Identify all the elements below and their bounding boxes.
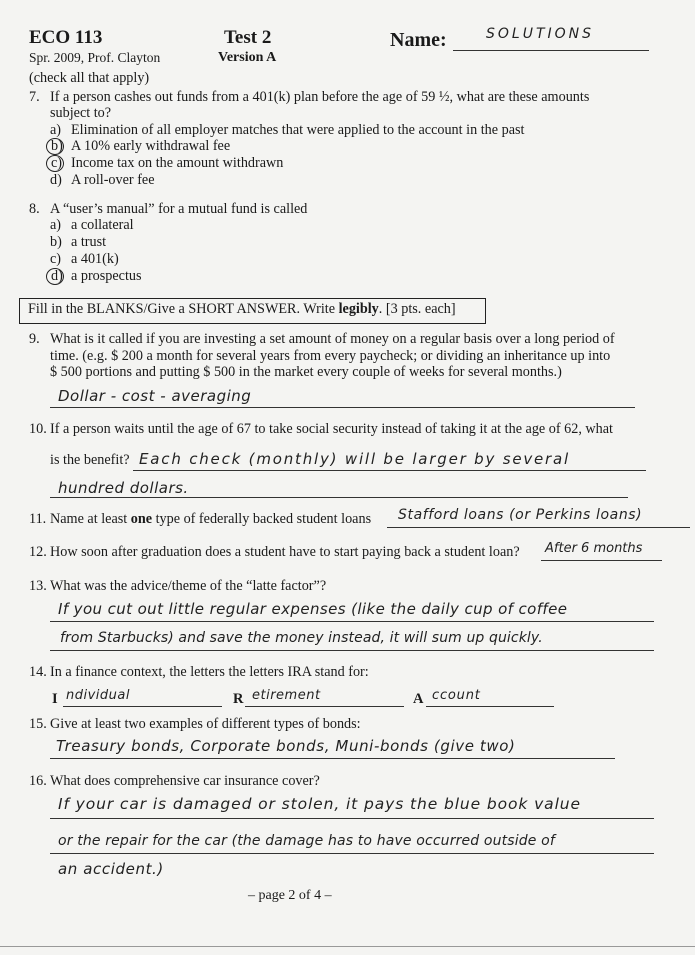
q10-number: 10. — [29, 421, 47, 437]
q7-option-a-text: Elimination of all employer matches that were applied to the account in the past — [71, 122, 525, 138]
ira-i-answer: ndividual — [66, 688, 130, 703]
q7-answer-b-circle — [46, 138, 64, 155]
q12-text: How soon after graduation does a student have to start paying back a student loan? — [50, 544, 520, 560]
q7-option-b-letter: b) — [51, 138, 63, 154]
ira-i-answer-line — [63, 706, 222, 707]
q16-answer-line2-text: or the repair for the car (the damage has to have occurred outside of — [58, 833, 555, 849]
q7-number: 7. — [29, 89, 40, 105]
q9-number: 9. — [29, 331, 40, 347]
q9-answer: Dollar - cost - averaging — [58, 387, 252, 405]
q10-answer-line1 — [133, 470, 646, 471]
q11-answer-line — [387, 527, 690, 528]
ira-a-letter: A — [413, 691, 424, 707]
q10-answer-line2-text: hundred dollars. — [58, 479, 189, 497]
q16-answer-line1 — [50, 818, 654, 819]
q10-text-line2: is the benefit? — [50, 452, 130, 468]
q14-number: 14. — [29, 664, 47, 680]
q11-answer: Stafford loans (or Perkins loans) — [398, 507, 643, 523]
q9-text-line2: time. (e.g. $ 200 a month for several years from every paycheck; or dividing an inheritance up into — [50, 348, 611, 364]
q8-option-c-letter: c) — [50, 251, 62, 267]
q11-text — [50, 511, 371, 528]
q7-option-d-letter: d) — [50, 172, 62, 188]
ira-r-answer-line — [245, 706, 404, 707]
test-title: Test 2 — [224, 27, 272, 48]
q8-option-a-text: a collateral — [71, 217, 134, 233]
q15-answer-line — [50, 758, 615, 759]
q13-text: What was the advice/theme of the “latte factor”? — [50, 578, 327, 594]
q8-number: 8. — [29, 201, 40, 217]
q15-answer: Treasury bonds, Corporate bonds, Muni-bonds (give two) — [56, 737, 516, 755]
q7-option-c-text: Income tax on the amount withdrawn — [71, 155, 284, 171]
page-bottom-edge — [0, 946, 695, 947]
fill-in-instructions-text: Fill in the BLANKS/Give a SHORT ANSWER. Write — [28, 301, 339, 317]
version-text: Version A — [218, 50, 277, 65]
q13-number: 13. — [29, 578, 47, 594]
q7-option-a-letter: a) — [50, 122, 62, 138]
q16-number: 16. — [29, 773, 47, 789]
ira-r-answer: etirement — [252, 688, 321, 703]
ira-a-answer-line — [426, 706, 554, 707]
q8-text: A “user’s manual” for a mutual fund is called — [50, 201, 308, 217]
q12-number: 12. — [29, 544, 47, 560]
q7-text-line2: subject to? — [50, 105, 112, 121]
q9-text-line1: What is it called if you are investing a set amount of money on a regular basis over a long period of — [50, 331, 615, 347]
q16-answer-line3-text: an accident.) — [58, 860, 164, 878]
q9-text-line3: $ 500 portions and putting $ 500 in the market every couple of weeks for several months.) — [50, 364, 562, 380]
name-underline — [453, 50, 649, 51]
term-text: Spr. 2009, Prof. Clayton — [29, 50, 161, 65]
q8-answer-d-circle — [46, 268, 64, 285]
q8-option-c-text: a 401(k) — [71, 251, 119, 267]
q7-text-line1: If a person cashes out funds from a 401(k) plan before the age of 59 ½, what are these amounts — [50, 89, 590, 105]
q7-answer-c-circle — [46, 155, 64, 172]
q13-answer-line2-text: from Starbucks) and save the money instead, it will sum up quickly. — [60, 630, 543, 646]
page-number: – page 2 of 4 – — [248, 888, 332, 903]
q11-text-bold: one — [130, 511, 153, 527]
q8-option-b-text: a trust — [71, 234, 107, 250]
name-label: Name: — [390, 29, 447, 51]
q11-number: 11. — [29, 511, 47, 527]
q11-text-pre: Name at least — [50, 511, 131, 527]
ira-r-letter: R — [233, 691, 244, 707]
ira-i-letter: I — [52, 691, 58, 707]
q10-text-line1: If a person waits until the age of 67 to take social security instead of taking it at the age of 62, what — [50, 421, 613, 437]
q12-answer-line — [541, 560, 662, 561]
fill-in-instructions-box — [19, 298, 486, 324]
q16-text: What does comprehensive car insurance cover? — [50, 773, 320, 789]
q14-text: In a finance context, the letters the letters IRA stand for: — [50, 664, 369, 680]
q8-option-a-letter: a) — [50, 217, 62, 233]
q7-option-b-text: A 10% early withdrawal fee — [71, 138, 231, 154]
name-answer: SOLUTIONS — [486, 26, 595, 42]
q16-answer-line2 — [50, 853, 654, 854]
q11-text-post: type of federally backed student loans — [152, 511, 372, 527]
fill-in-instructions-points: . [3 pts. each] — [378, 301, 456, 317]
q7-option-c-letter: c) — [51, 155, 63, 171]
q15-text: Give at least two examples of different types of bonds: — [50, 716, 361, 732]
q16-answer-line1-text: If your car is damaged or stolen, it pays the blue book value — [58, 795, 581, 813]
q15-number: 15. — [29, 716, 47, 732]
q13-answer-line1-text: If you cut out little regular expenses (like the daily cup of coffee — [58, 600, 568, 618]
q13-answer-line1 — [50, 621, 654, 622]
q9-answer-line — [50, 407, 635, 408]
q8-option-d-text: a prospectus — [71, 268, 142, 284]
q12-answer: After 6 months — [545, 541, 643, 556]
q8-option-b-letter: b) — [50, 234, 62, 250]
q8-option-d-letter: d) — [51, 268, 63, 284]
course-title: ECO 113 — [29, 27, 103, 48]
ira-a-answer: ccount — [432, 688, 481, 703]
fill-in-instructions-bold: legibly — [338, 301, 379, 317]
q7-option-d-text: A roll-over fee — [71, 172, 155, 188]
check-instruction: (check all that apply) — [29, 70, 150, 86]
q10-answer-line1-text: Each check (monthly) will be larger by several — [139, 450, 570, 468]
q10-answer-line2 — [50, 497, 628, 498]
q13-answer-line2 — [50, 650, 654, 651]
